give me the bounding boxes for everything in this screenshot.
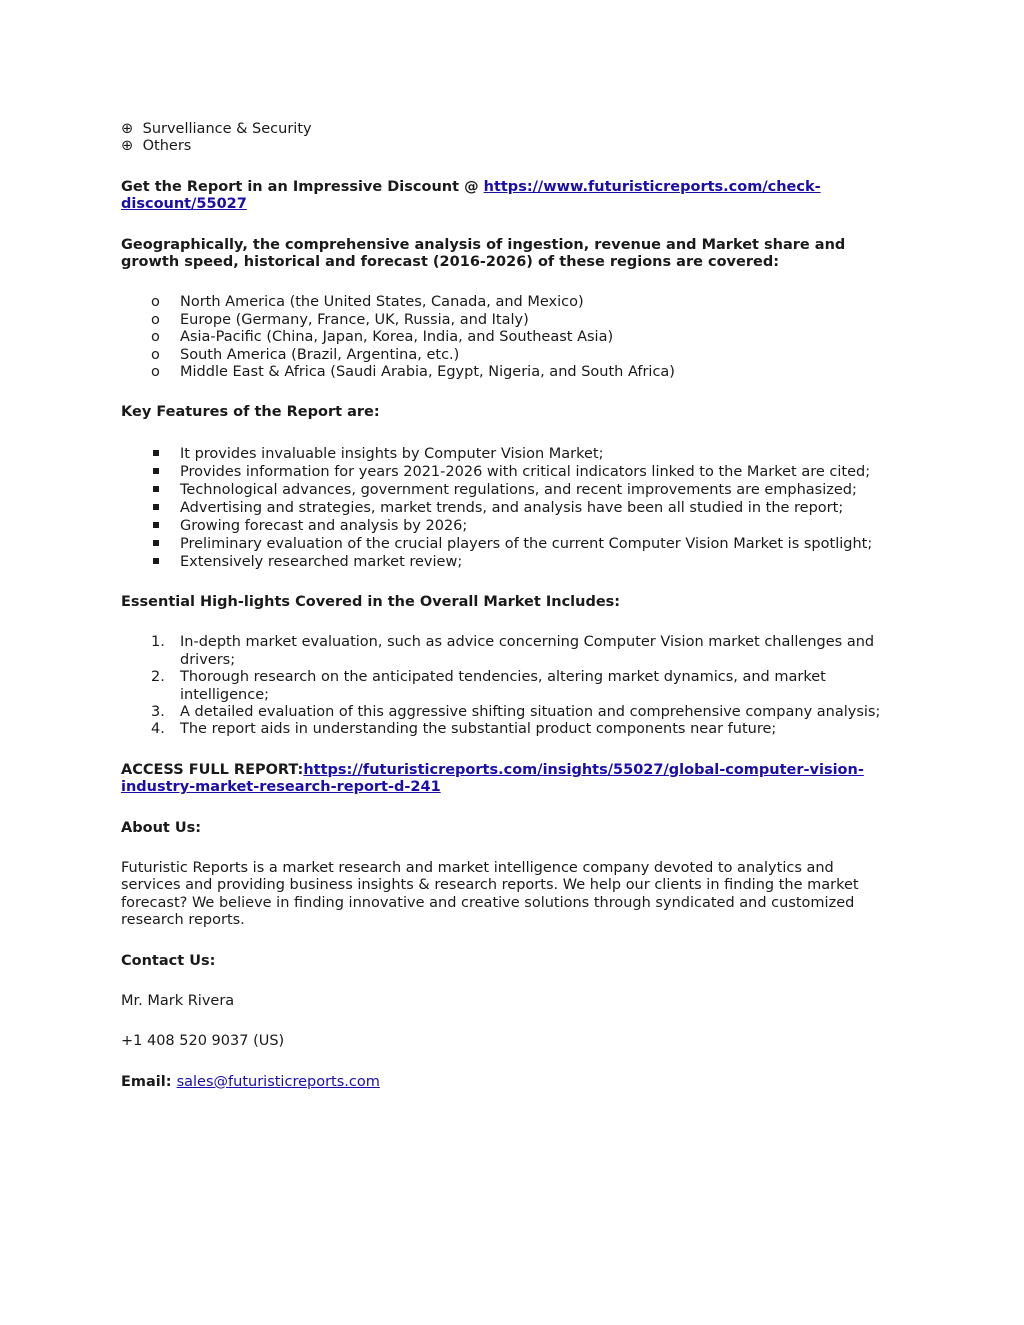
list-item: Technological advances, government regulations, and recent improvements are emphasized; bbox=[121, 481, 896, 499]
list-item: Preliminary evaluation of the crucial players of the current Computer Vision Market is spotlight; bbox=[121, 535, 896, 553]
square-bullet-icon bbox=[153, 486, 159, 492]
list-item: It provides invaluable insights by Computer Vision Market; bbox=[121, 445, 896, 463]
features-heading: Key Features of the Report are: bbox=[121, 404, 380, 421]
contact-name: Mr. Mark Rivera bbox=[121, 992, 235, 1009]
list-item: 2. Thorough research on the anticipated tendencies, altering market dynamics, and market intelligence; bbox=[151, 669, 826, 703]
segment-item: ⊕ Survelliance & Security bbox=[121, 121, 312, 137]
list-item: Advertising and strategies, market trends, and analysis have been all studied in the report; bbox=[121, 499, 896, 517]
circle-bullet-icon: o bbox=[151, 346, 160, 363]
list-item: Extensively researched market review; bbox=[121, 553, 896, 571]
list-item: o Europe (Germany, France, UK, Russia, and Italy) bbox=[151, 311, 529, 328]
square-bullet-icon bbox=[153, 522, 159, 528]
item-number: 2. bbox=[151, 669, 165, 686]
circle-bullet-icon: o bbox=[151, 294, 160, 311]
square-bullet-icon bbox=[153, 504, 159, 510]
about-heading: About Us: bbox=[121, 819, 202, 836]
segment-item: ⊕ Others bbox=[121, 138, 192, 155]
item-number: 3. bbox=[151, 703, 165, 720]
circle-bullet-icon: o bbox=[151, 329, 160, 346]
discount-paragraph: Get the Report in an Impressive Discount @ https://www.futuristicreports.com/check-discount/55027 bbox=[121, 178, 821, 213]
circled-plus-icon: ⊕ bbox=[121, 121, 134, 137]
email-label: Email: bbox=[121, 1073, 177, 1090]
geo-heading: Geographically, the comprehensive analysis of ingestion, revenue and Market share and growth speed, historical and forecast (2016-2026) of these regions are covered: bbox=[121, 236, 846, 271]
item-number: 1. bbox=[151, 634, 165, 651]
list-item: 1. In-depth market evaluation, such as advice concerning Computer Vision market challenges and drivers; bbox=[151, 634, 875, 668]
list-item: o Middle East & Africa (Saudi Arabia, Egypt, Nigeria, and South Africa) bbox=[151, 364, 675, 381]
list-item: 3. A detailed evaluation of this aggressive shifting situation and comprehensive company analysis; bbox=[151, 703, 881, 720]
features-list bbox=[121, 445, 896, 571]
circled-plus-icon: ⊕ bbox=[121, 138, 134, 155]
highlights-heading: Essential High-lights Covered in the Overall Market Includes: bbox=[121, 593, 621, 610]
highlights-list bbox=[121, 634, 896, 738]
circle-bullet-icon: o bbox=[151, 311, 160, 328]
document-content bbox=[121, 121, 896, 1091]
access-report-link[interactable]: https://futuristicreports.com/insights/55027/global-computer-vision-industry-market-research-report-d-241 bbox=[121, 761, 864, 796]
contact-phone: +1 408 520 9037 (US) bbox=[121, 1033, 285, 1050]
square-bullet-icon bbox=[153, 540, 159, 546]
circle-bullet-icon: o bbox=[151, 364, 160, 381]
square-bullet-icon bbox=[153, 450, 159, 456]
email-link[interactable]: sales@futuristicreports.com bbox=[176, 1073, 380, 1090]
square-bullet-icon bbox=[153, 558, 159, 564]
list-item: Provides information for years 2021-2026 with critical indicators linked to the Market are cited; bbox=[121, 463, 896, 481]
access-paragraph: ACCESS FULL REPORT:https://futuristicreports.com/insights/55027/global-computer-vision-industry-market-research-report-d-241 bbox=[121, 761, 864, 796]
square-bullet-icon bbox=[153, 468, 159, 474]
list-item: 4. The report aids in understanding the substantial product components near future; bbox=[151, 721, 777, 738]
about-text: Futuristic Reports is a market research and market intelligence company devoted to analytics and services and providing business insights & research reports. We help our clients in finding the market forecast? We believe in finding innovative and creative solutions through syndicated and customized research reports. bbox=[121, 859, 859, 929]
item-number: 4. bbox=[151, 721, 165, 738]
list-item: o South America (Brazil, Argentina, etc.) bbox=[151, 346, 460, 363]
list-item: o Asia-Pacific (China, Japan, Korea, India, and Southeast Asia) bbox=[151, 329, 614, 346]
list-item: o North America (the United States, Canada, and Mexico) bbox=[151, 294, 584, 311]
contact-heading: Contact Us: bbox=[121, 952, 216, 969]
region-list bbox=[121, 294, 896, 381]
contact-email bbox=[121, 1074, 896, 1091]
list-item: Growing forecast and analysis by 2026; bbox=[121, 517, 896, 535]
discount-link[interactable]: https://www.futuristicreports.com/check-discount/55027 bbox=[121, 178, 821, 213]
